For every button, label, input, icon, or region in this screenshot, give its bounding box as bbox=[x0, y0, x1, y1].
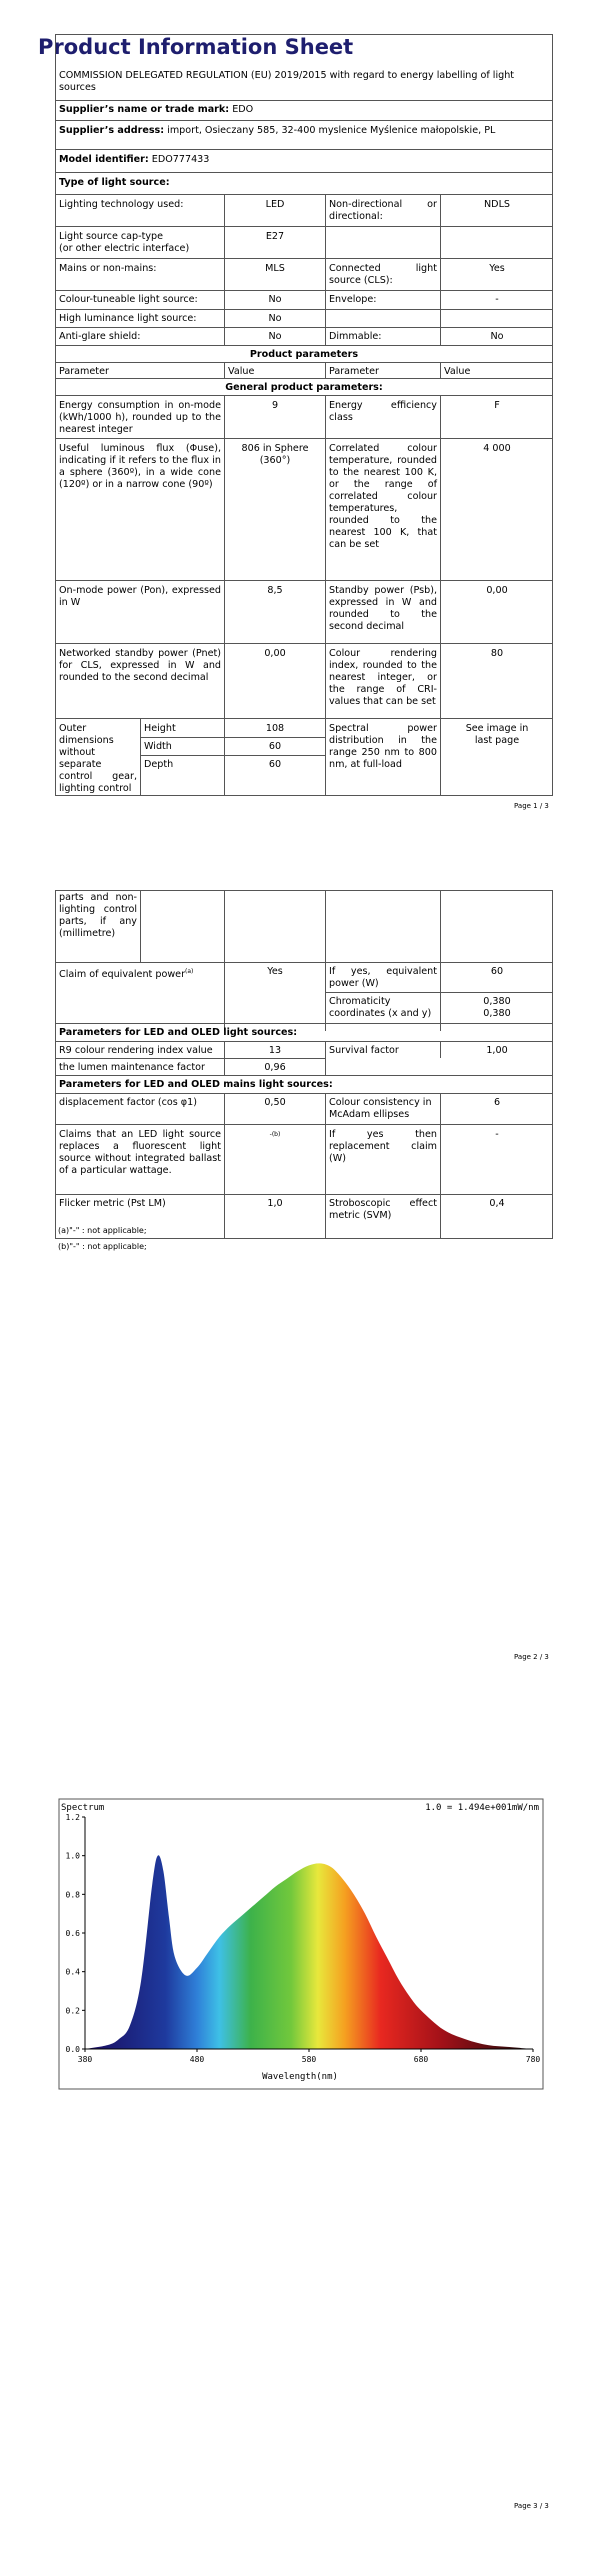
flux-label: Useful luminous flux (Φuse), indicating if it refers to the flux in a sphere (360º), in a wide cone (120º) or in a narrow cone (90º) bbox=[59, 443, 221, 490]
fluor-value: -(b) bbox=[269, 1131, 281, 1138]
pon-value: 8,5 bbox=[267, 585, 283, 596]
lumen-maint-value: 0,96 bbox=[264, 1062, 286, 1073]
dims-label-part2: parts and non-lighting control parts, if any (millimetre) bbox=[59, 892, 137, 939]
model-identifier-value: EDO777433 bbox=[151, 154, 210, 165]
dir-value: NDLS bbox=[484, 199, 510, 210]
cri-value: 80 bbox=[490, 648, 504, 659]
glare-label: Anti-glare shield: bbox=[59, 331, 141, 342]
spd-label: Spectral power distribution in the range 250 nm to 800 nm, at full-load bbox=[329, 723, 437, 770]
chart-annotation: 1.0 = 1.494e+001mW/nm bbox=[425, 1803, 539, 1813]
flicker-label: Flicker metric (Pst LM) bbox=[59, 1198, 166, 1209]
col-value-2: Value bbox=[444, 366, 471, 377]
macadam-label: Colour consistency in McAdam ellipses bbox=[329, 1097, 432, 1120]
svm-value: 0,4 bbox=[489, 1198, 505, 1209]
page-number-3: Page 3 / 3 bbox=[514, 2502, 549, 2510]
survival-value: 1,00 bbox=[486, 1045, 508, 1056]
supplier-address-value: import, Osieczany 585, 32-400 myslenice Myślenice małopolskie, PL bbox=[167, 125, 496, 136]
col-value: Value bbox=[228, 366, 255, 377]
regulation-text: COMMISSION DELEGATED REGULATION (EU) 2019/2015 with regard to energy labelling of light sources bbox=[59, 70, 515, 93]
flux-value: 806 in Sphere (360°) bbox=[241, 443, 309, 466]
pnet-label: Networked standby power (Pnet) for CLS, expressed in W and rounded to the second decimal bbox=[59, 648, 221, 683]
equiv-footnote-ref: (a) bbox=[185, 968, 194, 975]
env-label: Envelope: bbox=[329, 294, 377, 305]
depth-value: 60 bbox=[268, 759, 282, 770]
width-label: Width bbox=[144, 741, 172, 752]
tune-value: No bbox=[268, 294, 282, 305]
equiv-label bbox=[56, 964, 224, 983]
eqpow-label: If yes, equivalent power (W) bbox=[329, 966, 437, 989]
flicker-value: 1,0 bbox=[267, 1198, 283, 1209]
supplier-name-value: EDO bbox=[232, 104, 254, 115]
y-tick-label: 0.2 bbox=[65, 2006, 80, 2016]
hlum-label: High luminance light source: bbox=[59, 313, 197, 324]
x-tick-label: 780 bbox=[525, 2055, 541, 2064]
replacement-label: If yes then replacement claim (W) bbox=[329, 1129, 437, 1164]
dim-value: No bbox=[490, 331, 504, 342]
pon-label: On-mode power (Pon), expressed in W bbox=[59, 585, 221, 608]
depth-label: Depth bbox=[144, 759, 174, 770]
tech-label: Lighting technology used: bbox=[59, 199, 184, 210]
cls-label: Connected light source (CLS): bbox=[329, 263, 437, 286]
dims-label-part1: Outer dimensions without separate control gear, lighting control bbox=[59, 723, 137, 794]
energy-label: Energy consumption in on-mode (kWh/1000 h), rounded up to the nearest integer bbox=[59, 400, 221, 435]
dim-label: Dimmable: bbox=[329, 331, 382, 342]
dir-label: Non-directional or directional: bbox=[329, 199, 437, 222]
macadam-value: 6 bbox=[493, 1097, 501, 1108]
cct-label: Correlated colour temperature, rounded to the nearest 100 K, or the range of correlated colour temperatures, rounded to the nearest 100 K, that can be set bbox=[329, 443, 437, 550]
lumen-maint-label: the lumen maintenance factor bbox=[59, 1062, 205, 1073]
energy-value: 9 bbox=[271, 400, 279, 411]
dpf-label: displacement factor (cos φ1) bbox=[59, 1097, 197, 1108]
class-value: F bbox=[494, 400, 500, 411]
psb-value: 0,00 bbox=[486, 585, 508, 596]
footnote-b: (b)"-" : not applicable; bbox=[58, 1242, 147, 1251]
chroma-label: Chromaticity coordinates (x and y) bbox=[329, 996, 432, 1019]
cls-value: Yes bbox=[489, 263, 505, 274]
supplier-address-label: Supplier’s address: bbox=[59, 125, 165, 136]
type-of-light-source-heading: Type of light source: bbox=[59, 177, 170, 188]
cap-label: Light source cap-type (or other electric interface) bbox=[59, 231, 190, 254]
spd-value: See image in last page bbox=[465, 723, 529, 746]
supplier-address bbox=[56, 123, 552, 139]
product-params-heading: Product parameters bbox=[249, 349, 359, 360]
pnet-value: 0,00 bbox=[264, 648, 286, 659]
y-tick-label: 1.0 bbox=[65, 1851, 80, 1861]
page-number-1: Page 1 / 3 bbox=[514, 802, 549, 810]
dpf-value: 0,50 bbox=[264, 1097, 286, 1108]
cap-value: E27 bbox=[265, 231, 285, 242]
chart-title: Spectrum bbox=[61, 1803, 105, 1813]
eqpow-value: 60 bbox=[490, 966, 504, 977]
y-tick-label: 0.4 bbox=[65, 1967, 80, 1977]
led-mains-heading: Parameters for LED and OLED mains light sources: bbox=[59, 1079, 333, 1090]
equiv-value: Yes bbox=[267, 966, 283, 977]
chroma-y: 0,380 bbox=[483, 1008, 511, 1019]
replacement-value: - bbox=[495, 1129, 499, 1140]
class-label: Energy efficiency class bbox=[329, 400, 437, 423]
y-tick-label: 0.8 bbox=[65, 1890, 80, 1900]
chroma-x: 0,380 bbox=[483, 996, 511, 1007]
r9-value: 13 bbox=[268, 1045, 282, 1056]
mains-value: MLS bbox=[265, 263, 285, 274]
col-param-2: Parameter bbox=[329, 366, 379, 377]
supplier-name bbox=[56, 102, 552, 118]
y-tick-label: 1.2 bbox=[65, 1813, 80, 1822]
model-identifier-label: Model identifier: bbox=[59, 154, 149, 165]
width-value: 60 bbox=[268, 741, 282, 752]
general-params-heading: General product parameters: bbox=[225, 382, 383, 393]
page-number-2: Page 2 / 3 bbox=[514, 1653, 549, 1661]
mains-label: Mains or non-mains: bbox=[59, 263, 157, 274]
cri-label: Colour rendering index, rounded to the nearest integer, or the range of CRI-values that can be set bbox=[329, 648, 437, 707]
page-title: Product Information Sheet bbox=[38, 35, 354, 59]
model-identifier bbox=[56, 152, 552, 168]
x-tick-label: 580 bbox=[301, 2055, 317, 2064]
x-tick-label: 480 bbox=[189, 2055, 205, 2064]
y-tick-label: 0.6 bbox=[65, 1929, 80, 1938]
psb-label: Standby power (Psb), expressed in W and rounded to the second decimal bbox=[329, 585, 437, 632]
equiv-label-text: Claim of equivalent power bbox=[59, 969, 186, 981]
y-tick-label: 0.0 bbox=[65, 2045, 80, 2054]
height-value: 108 bbox=[265, 723, 285, 734]
cct-value: 4 000 bbox=[483, 443, 511, 454]
hlum-value: No bbox=[268, 313, 282, 324]
spectrum-chart bbox=[55, 1795, 547, 2095]
height-label: Height bbox=[144, 723, 176, 734]
x-tick-label: 380 bbox=[77, 2055, 93, 2064]
footnote-a: (a)"-" : not applicable; bbox=[58, 1226, 147, 1235]
r9-label: R9 colour rendering index value bbox=[59, 1045, 213, 1056]
survival-label: Survival factor bbox=[329, 1045, 399, 1056]
fluor-label: Claims that an LED light source replaces a fluorescent light source without integrated ballast of a particular wattage. bbox=[59, 1129, 221, 1176]
supplier-name-label: Supplier’s name or trade mark: bbox=[59, 104, 230, 115]
glare-value: No bbox=[268, 331, 282, 342]
col-param: Parameter bbox=[59, 366, 109, 377]
x-axis-label: Wavelength(nm) bbox=[262, 2072, 338, 2082]
led-params-heading: Parameters for LED and OLED light sources: bbox=[59, 1027, 298, 1038]
env-value: - bbox=[495, 294, 499, 305]
tune-label: Colour-tuneable light source: bbox=[59, 294, 198, 305]
x-tick-label: 680 bbox=[413, 2055, 429, 2064]
svm-label: Stroboscopic effect metric (SVM) bbox=[329, 1198, 437, 1221]
tech-value: LED bbox=[265, 199, 285, 210]
